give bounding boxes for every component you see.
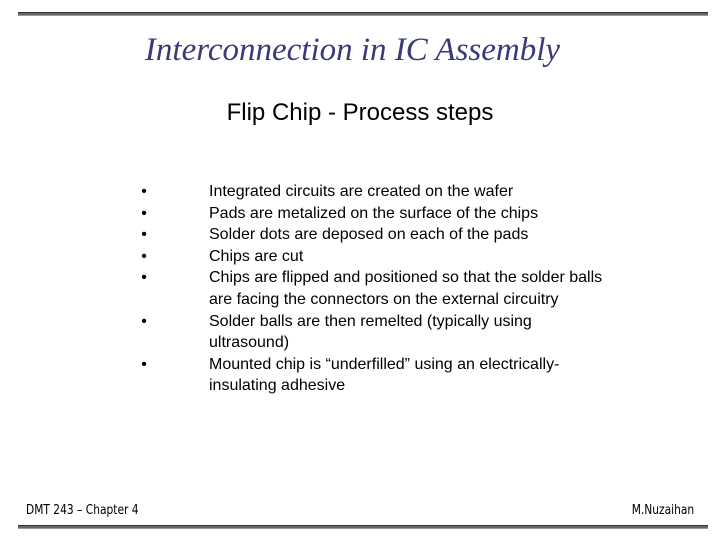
list-item xyxy=(0,203,720,225)
step-text: Solder balls are then remelted (typically using ultrasound) xyxy=(209,312,532,352)
bullet-icon: • xyxy=(141,183,147,200)
step-text: Pads are metalized on the surface of the chips xyxy=(209,204,539,222)
step-text: Integrated circuits are created on the wafer xyxy=(209,183,514,200)
top-rule xyxy=(18,12,708,16)
bullet-icon: • xyxy=(141,226,147,244)
step-text: Mounted chip is “underfilled” using an electrically-insulating adhesive xyxy=(209,355,560,395)
list-item xyxy=(0,181,720,203)
list-item xyxy=(0,354,720,397)
bullet-icon: • xyxy=(141,312,147,330)
list-item xyxy=(0,267,720,310)
list-item xyxy=(0,311,720,354)
step-text: Chips are flipped and positioned so that the solder balls are facing the connectors on the external circuitry xyxy=(209,269,603,308)
footer-course-label: DMT 243 – Chapter 4 xyxy=(26,503,139,518)
bullet-icon: • xyxy=(141,204,147,222)
bullet-icon: • xyxy=(141,269,147,287)
slide-title: Interconnection in IC Assembly xyxy=(144,32,561,68)
bottom-rule xyxy=(18,525,708,529)
footer-author: M.Nuzaihan xyxy=(631,503,694,518)
list-item xyxy=(0,224,720,246)
step-text: Solder dots are deposed on each of the pads xyxy=(209,226,529,244)
bullet-icon: • xyxy=(141,247,147,265)
list-item xyxy=(0,246,720,268)
slide-subtitle: Flip Chip - Process steps xyxy=(226,99,494,126)
bullet-icon: • xyxy=(141,355,147,373)
step-text: Chips are cut xyxy=(209,247,304,265)
process-steps-list xyxy=(0,181,720,397)
